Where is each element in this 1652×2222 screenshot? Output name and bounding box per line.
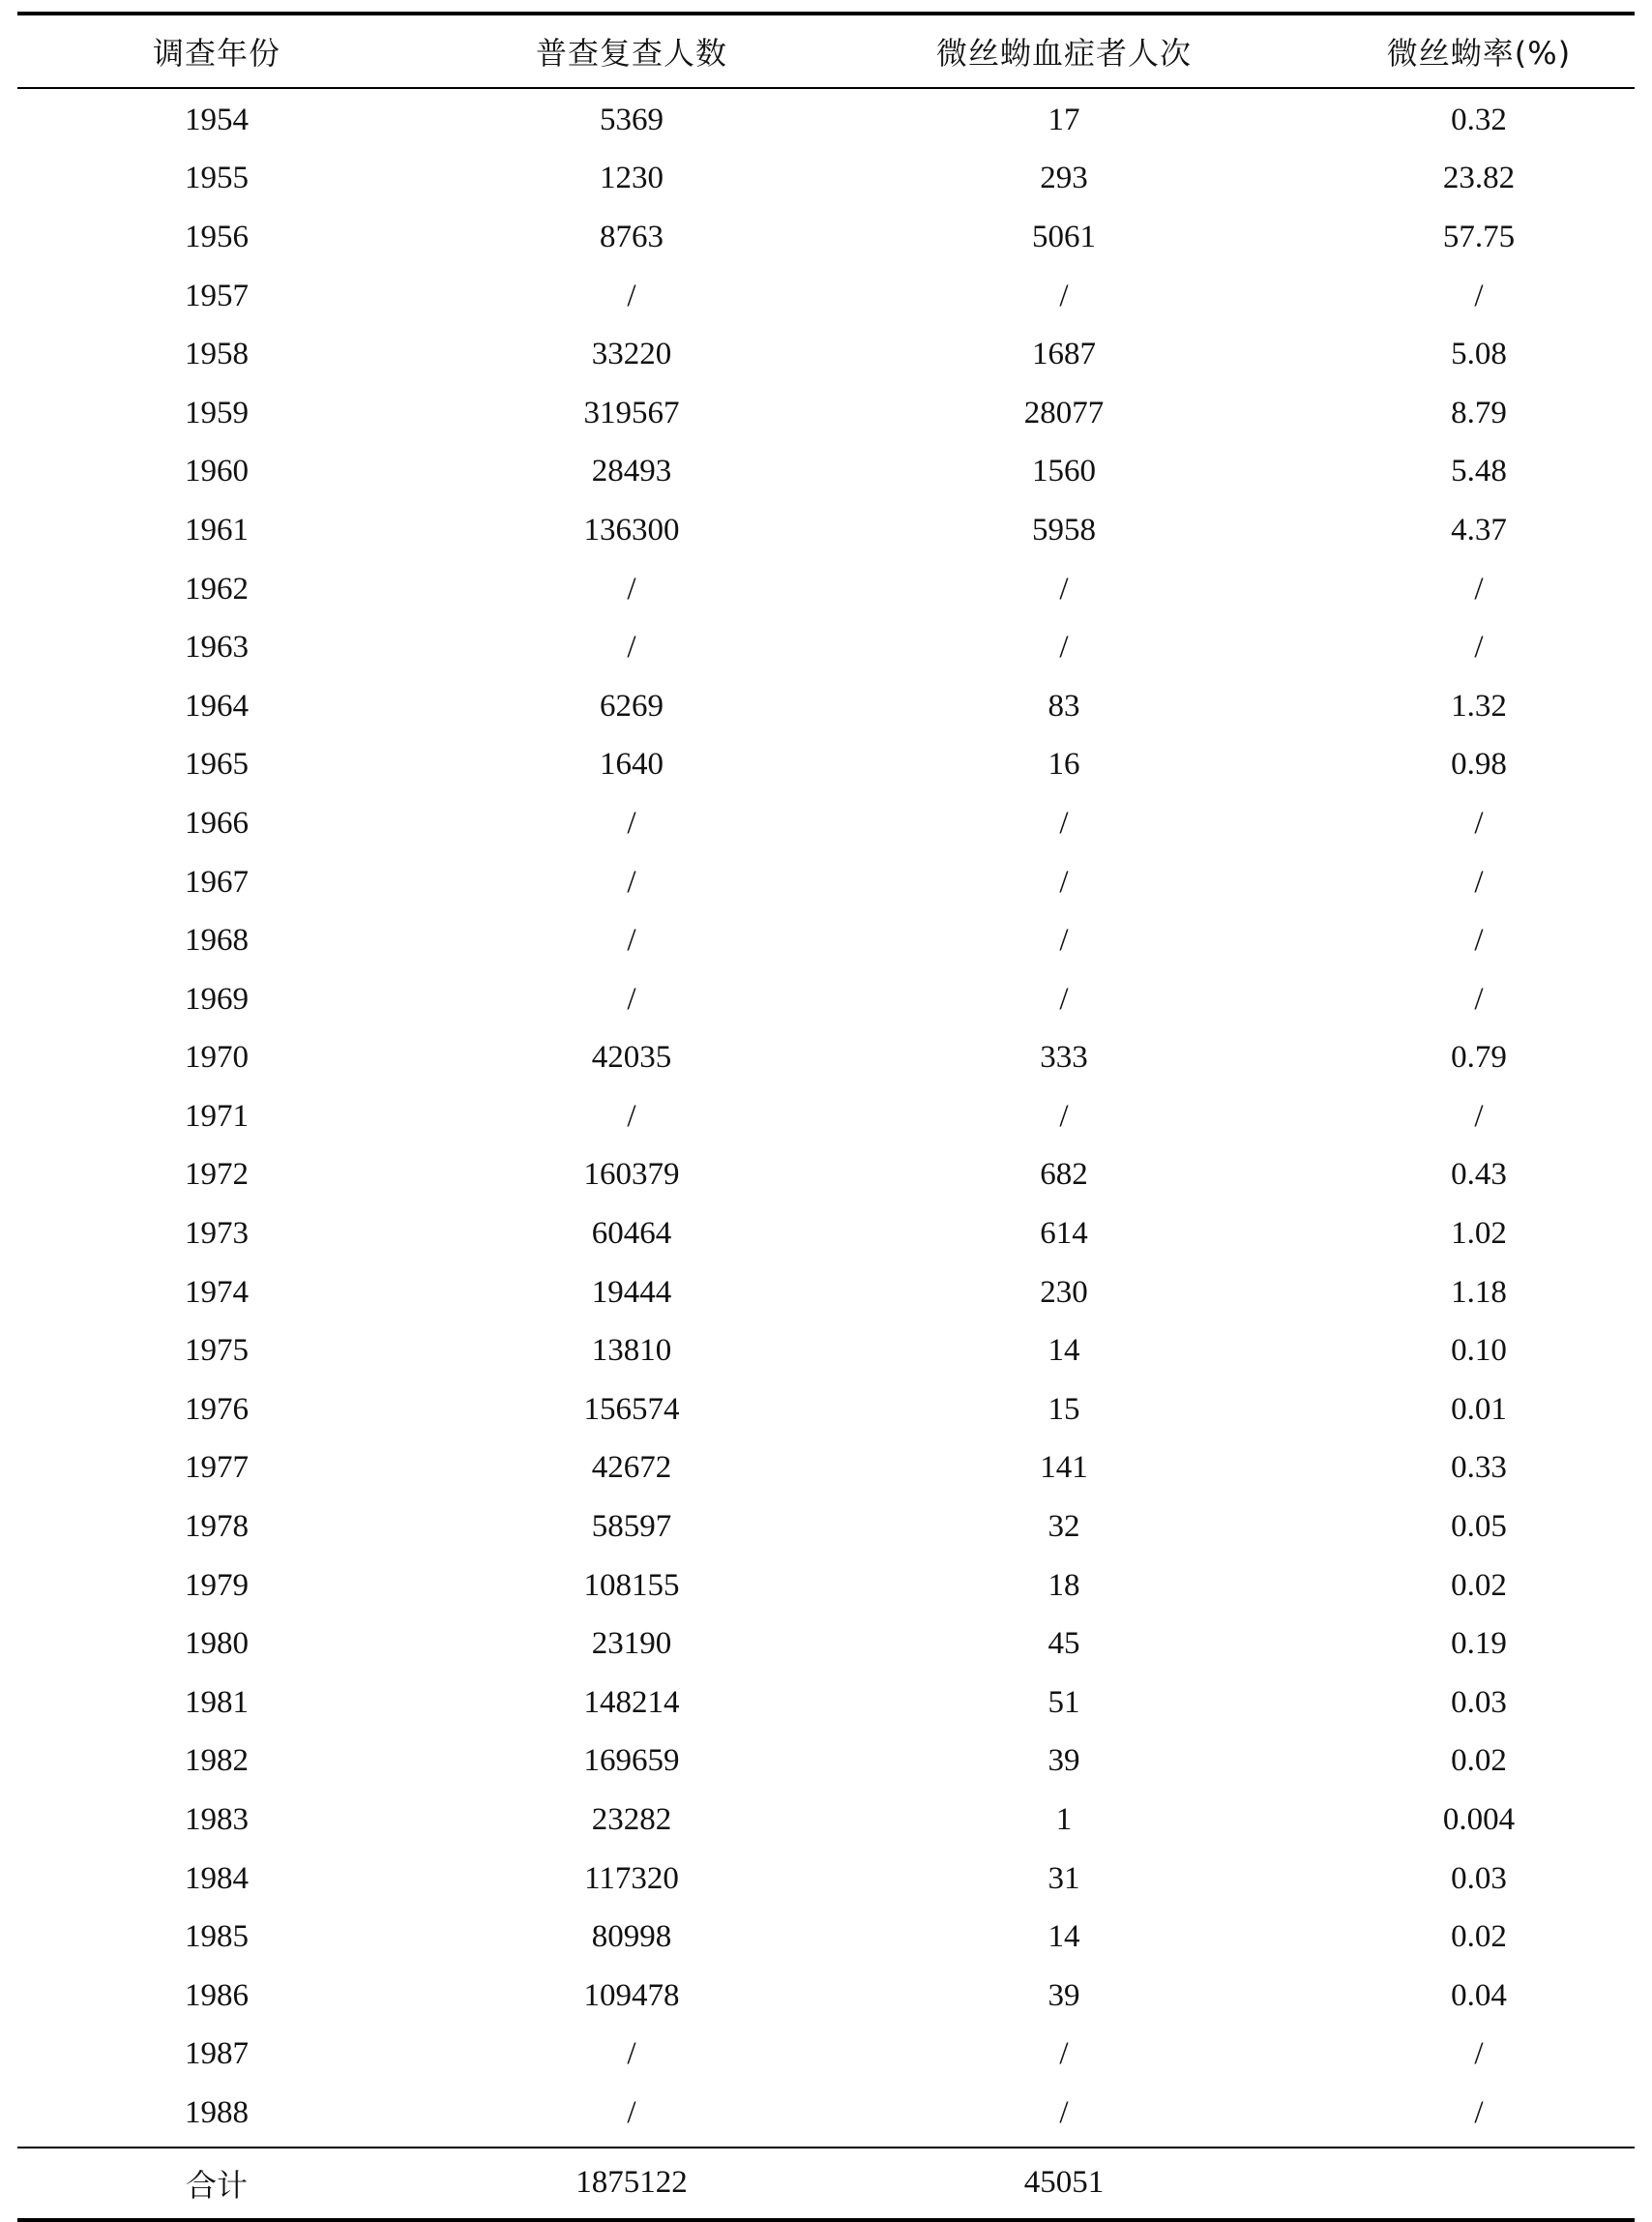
table-row <box>17 1029 1635 1088</box>
data-table <box>17 12 1635 2222</box>
cell-year: 1975 <box>185 1333 249 1369</box>
table-row <box>17 853 1635 912</box>
header-surveyed-count: 普查复查人数 <box>535 35 727 72</box>
cell-year: 1960 <box>185 454 249 489</box>
cell-rate: / <box>1474 571 1484 607</box>
cell-rate: 1.32 <box>1451 688 1507 724</box>
cell-year: 1979 <box>185 1567 249 1603</box>
table-row <box>17 2084 1635 2143</box>
table-row <box>17 1733 1635 1792</box>
cell-rate: 0.004 <box>1442 1802 1516 1838</box>
cell-microfilaremia: 14 <box>1047 1919 1080 1955</box>
cell-surveyed: 108155 <box>583 1567 680 1603</box>
table-row <box>17 1321 1635 1380</box>
cell-rate: 0.43 <box>1451 1157 1507 1193</box>
cell-surveyed: / <box>627 923 636 959</box>
cell-year: 1962 <box>185 571 249 607</box>
cell-microfilaremia: / <box>1059 571 1069 607</box>
cell-microfilaremia: 230 <box>1040 1274 1088 1310</box>
cell-year: 1977 <box>185 1450 249 1486</box>
table-row <box>17 618 1635 677</box>
table-row <box>17 1204 1635 1263</box>
cell-year: 1973 <box>185 1216 249 1252</box>
cell-rate: 0.02 <box>1451 1743 1507 1779</box>
cell-rate: 23.82 <box>1442 161 1516 196</box>
cell-surveyed: / <box>627 571 636 607</box>
header-year: 调查年份 <box>152 35 280 72</box>
cell-rate: 0.98 <box>1451 747 1507 783</box>
cell-year: 1954 <box>185 102 249 137</box>
cell-rate: / <box>1474 864 1484 900</box>
cell-microfilaremia: 1687 <box>1032 337 1096 372</box>
cell-year: 1987 <box>185 2036 249 2072</box>
cell-microfilaremia: 17 <box>1047 102 1080 137</box>
cell-rate: 0.02 <box>1451 1919 1507 1955</box>
cell-year: 1984 <box>185 1860 249 1896</box>
table-row <box>17 1908 1635 1967</box>
cell-surveyed: 42672 <box>591 1450 672 1486</box>
cell-year: 1956 <box>185 219 249 254</box>
cell-surveyed: 156574 <box>583 1391 680 1427</box>
header-row <box>17 15 1635 87</box>
table-row <box>17 267 1635 326</box>
cell-microfilaremia: / <box>1059 981 1069 1017</box>
cell-surveyed: / <box>627 2094 636 2130</box>
table-row <box>17 794 1635 853</box>
table-row <box>17 1263 1635 1322</box>
total-microfilaremia: 45051 <box>1023 2165 1105 2201</box>
cell-rate: 0.04 <box>1451 1977 1507 2013</box>
cell-year: 1970 <box>185 1040 249 1076</box>
table-row <box>17 1791 1635 1850</box>
cell-surveyed: 23282 <box>591 1802 672 1838</box>
table-row <box>17 1146 1635 1205</box>
cell-year: 1957 <box>185 278 249 313</box>
table-row <box>17 1674 1635 1733</box>
cell-microfilaremia: 32 <box>1047 1509 1080 1545</box>
cell-year: 1969 <box>185 981 249 1017</box>
cell-surveyed: 148214 <box>583 1684 680 1720</box>
cell-surveyed: 80998 <box>591 1919 672 1955</box>
cell-year: 1971 <box>185 1098 249 1134</box>
cell-surveyed: 33220 <box>591 337 672 372</box>
cell-year: 1983 <box>185 1802 249 1838</box>
header-microfilaria-rate: 微丝蚴率(%) <box>1386 35 1572 72</box>
cell-year: 1959 <box>185 395 249 430</box>
cell-microfilaremia: 5958 <box>1032 512 1096 548</box>
table-row <box>17 1497 1635 1556</box>
cell-rate: / <box>1474 1098 1484 1134</box>
cell-surveyed: 58597 <box>591 1509 672 1545</box>
cell-year: 1978 <box>185 1509 249 1545</box>
cell-rate: / <box>1474 981 1484 1017</box>
table-body <box>17 89 1635 2147</box>
table-row <box>17 384 1635 443</box>
cell-surveyed: / <box>627 278 636 313</box>
table-row <box>17 1439 1635 1498</box>
cell-microfilaremia: 293 <box>1040 161 1088 196</box>
cell-year: 1961 <box>185 512 249 548</box>
table-row <box>17 501 1635 560</box>
table-row <box>17 911 1635 970</box>
cell-microfilaremia: 1560 <box>1032 454 1096 489</box>
table-row <box>17 1850 1635 1909</box>
cell-rate: 5.08 <box>1451 337 1507 372</box>
table-row <box>17 2026 1635 2085</box>
cell-microfilaremia: 83 <box>1047 688 1080 724</box>
table-row <box>17 1967 1635 2026</box>
table-row <box>17 736 1635 795</box>
cell-microfilaremia: / <box>1059 1098 1069 1134</box>
cell-microfilaremia: / <box>1059 2094 1069 2130</box>
cell-microfilaremia: 39 <box>1047 1977 1080 2013</box>
cell-surveyed: 6269 <box>600 688 664 724</box>
table-row <box>17 970 1635 1029</box>
table-row <box>17 560 1635 619</box>
cell-rate: / <box>1474 805 1484 841</box>
cell-microfilaremia: 1 <box>1055 1802 1073 1838</box>
cell-microfilaremia: 15 <box>1047 1391 1080 1427</box>
cell-year: 1955 <box>185 161 249 196</box>
cell-microfilaremia: 333 <box>1040 1040 1088 1076</box>
cell-year: 1985 <box>185 1919 249 1955</box>
cell-rate: 0.01 <box>1451 1391 1507 1427</box>
cell-microfilaremia: 31 <box>1047 1860 1080 1896</box>
table-row <box>17 1380 1635 1439</box>
cell-year: 1974 <box>185 1274 249 1310</box>
total-surveyed: 1875122 <box>575 2165 688 2201</box>
cell-rate: 0.79 <box>1451 1040 1507 1076</box>
total-label: 合计 <box>185 2166 248 2204</box>
cell-microfilaremia: 18 <box>1047 1567 1080 1603</box>
cell-rate: / <box>1474 2094 1484 2130</box>
cell-surveyed: 8763 <box>600 219 664 254</box>
total-row <box>17 2148 1635 2218</box>
cell-rate: 57.75 <box>1442 219 1516 254</box>
cell-year: 1976 <box>185 1391 249 1427</box>
table-row <box>17 325 1635 384</box>
cell-surveyed: / <box>627 1098 636 1134</box>
cell-surveyed: 1640 <box>600 747 664 783</box>
cell-rate: 0.03 <box>1451 1684 1507 1720</box>
cell-rate: 4.37 <box>1451 512 1507 548</box>
cell-microfilaremia: / <box>1059 864 1069 900</box>
cell-surveyed: 13810 <box>591 1333 672 1369</box>
cell-rate: 1.02 <box>1451 1216 1507 1252</box>
cell-year: 1986 <box>185 1977 249 2013</box>
cell-microfilaremia: / <box>1059 278 1069 313</box>
cell-year: 1963 <box>185 630 249 666</box>
cell-year: 1982 <box>185 1743 249 1779</box>
cell-rate: / <box>1474 2036 1484 2072</box>
cell-surveyed: 60464 <box>591 1216 672 1252</box>
cell-year: 1965 <box>185 747 249 783</box>
cell-rate: / <box>1474 278 1484 313</box>
cell-microfilaremia: / <box>1059 630 1069 666</box>
cell-microfilaremia: 16 <box>1047 747 1080 783</box>
header-microfilaremia-count: 微丝蚴血症者人次 <box>935 35 1192 72</box>
table-row <box>17 150 1635 209</box>
cell-microfilaremia: 614 <box>1040 1216 1088 1252</box>
cell-rate: 0.05 <box>1451 1509 1507 1545</box>
cell-surveyed: / <box>627 864 636 900</box>
cell-year: 1980 <box>185 1626 249 1662</box>
cell-surveyed: 5369 <box>600 102 664 137</box>
cell-microfilaremia: 14 <box>1047 1333 1080 1369</box>
cell-surveyed: 42035 <box>591 1040 672 1076</box>
cell-year: 1981 <box>185 1684 249 1720</box>
cell-surveyed: 109478 <box>583 1977 680 2013</box>
cell-year: 1966 <box>185 805 249 841</box>
cell-microfilaremia: 45 <box>1047 1626 1080 1662</box>
cell-surveyed: / <box>627 981 636 1017</box>
cell-microfilaremia: / <box>1059 2036 1069 2072</box>
cell-surveyed: 160379 <box>583 1157 680 1193</box>
cell-microfilaremia: / <box>1059 923 1069 959</box>
cell-year: 1967 <box>185 864 249 900</box>
cell-rate: 0.19 <box>1451 1626 1507 1662</box>
cell-rate: 8.79 <box>1451 395 1507 430</box>
cell-rate: 0.02 <box>1451 1567 1507 1603</box>
cell-rate: 0.32 <box>1451 102 1507 137</box>
cell-year: 1968 <box>185 923 249 959</box>
table-row <box>17 1556 1635 1615</box>
cell-microfilaremia: 141 <box>1040 1450 1088 1486</box>
cell-surveyed: 1230 <box>600 161 664 196</box>
cell-surveyed: / <box>627 630 636 666</box>
cell-surveyed: 23190 <box>591 1626 672 1662</box>
cell-surveyed: 169659 <box>583 1743 680 1779</box>
table-row <box>17 1087 1635 1146</box>
cell-surveyed: / <box>627 2036 636 2072</box>
cell-surveyed: 136300 <box>583 512 680 548</box>
cell-rate: 5.48 <box>1451 454 1507 489</box>
cell-microfilaremia: 39 <box>1047 1743 1080 1779</box>
cell-surveyed: 117320 <box>584 1860 679 1896</box>
table-row <box>17 208 1635 267</box>
cell-rate: 0.33 <box>1451 1450 1507 1486</box>
cell-surveyed: 19444 <box>591 1274 672 1310</box>
cell-surveyed: 28493 <box>591 454 672 489</box>
cell-rate: 1.18 <box>1451 1274 1507 1310</box>
cell-rate: / <box>1474 630 1484 666</box>
cell-microfilaremia: 51 <box>1047 1684 1080 1720</box>
cell-microfilaremia: 682 <box>1040 1157 1088 1193</box>
cell-year: 1958 <box>185 337 249 372</box>
cell-year: 1972 <box>185 1157 249 1193</box>
cell-year: 1964 <box>185 688 249 724</box>
cell-rate: / <box>1474 923 1484 959</box>
table-row <box>17 443 1635 502</box>
cell-surveyed: 319567 <box>583 395 680 430</box>
bottom-rule <box>17 2218 1635 2222</box>
cell-microfilaremia: 28077 <box>1023 395 1105 430</box>
table-row <box>17 1615 1635 1674</box>
table-row <box>17 91 1635 150</box>
cell-year: 1988 <box>185 2094 249 2130</box>
cell-rate: 0.03 <box>1451 1860 1507 1896</box>
cell-microfilaremia: 5061 <box>1032 219 1096 254</box>
table-row <box>17 677 1635 736</box>
cell-microfilaremia: / <box>1059 805 1069 841</box>
cell-surveyed: / <box>627 805 636 841</box>
cell-rate: 0.10 <box>1451 1333 1507 1369</box>
